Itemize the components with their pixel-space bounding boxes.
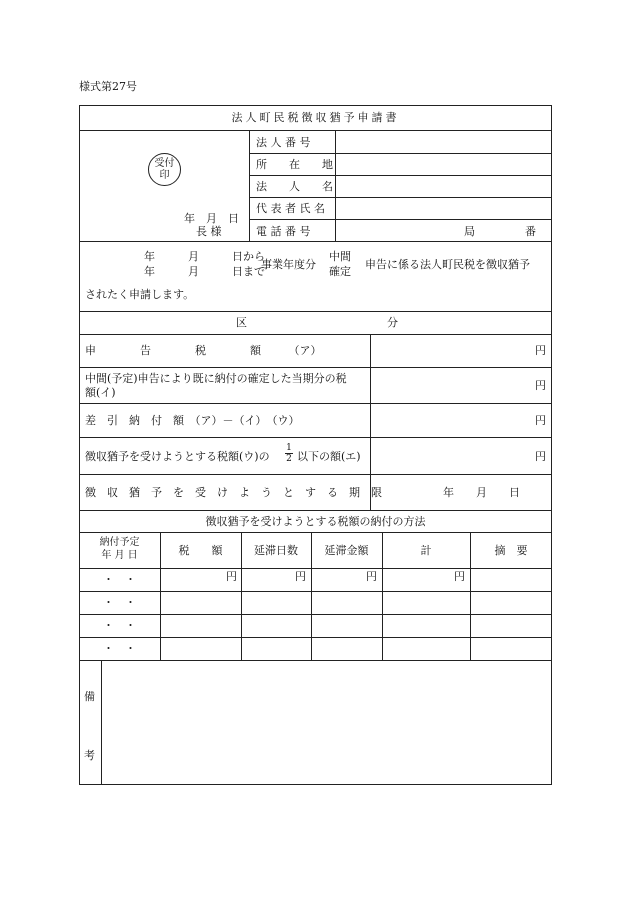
label-address: 所 在 地 [256, 158, 333, 171]
row-interim-1: 中間(予定)申告により既に納付の確定した当期分の税 [85, 372, 347, 385]
pay-row-1-yen-total: 円 [454, 570, 465, 583]
row-deferral-suffix: 以下の額(エ) [297, 450, 361, 463]
yen-diff: 円 [535, 414, 546, 427]
period-to: 年 月 日まで [144, 265, 265, 278]
form-title: 法人町民税徴収猶予申請書 [231, 111, 400, 124]
col-total: 計 [420, 544, 432, 557]
col-days: 延滞日数 [254, 544, 298, 557]
period-from: 年 月 日から [144, 250, 265, 263]
reception-stamp [148, 153, 181, 186]
fraction-numerator: 1 [286, 443, 292, 453]
rule-row-1 [79, 367, 552, 368]
pay-row-1-yen-tax: 円 [226, 570, 237, 583]
period-date: 年 月 日 [443, 486, 520, 499]
rule-request-end [79, 311, 552, 312]
pay-row-1-yen-days: 円 [295, 570, 306, 583]
stamp-label: 受付 [154, 158, 175, 169]
fraction-denominator: 2 [286, 454, 292, 464]
rule-v-amount [370, 334, 371, 510]
rule-row-4 [79, 474, 552, 475]
row-deferral-prefix: 徴収猶予を受けようとする税額(ウ)の [85, 450, 270, 463]
row-diff: 差 引 納 付 額 （ア）－（イ） （ウ） [85, 414, 300, 427]
col-amount: 延滞金額 [324, 544, 369, 557]
pay-row-2-date: ・ ・ [103, 596, 136, 609]
rule-pay-1 [79, 591, 552, 592]
stamp-seal: 印 [159, 170, 170, 181]
col-date-1: 納付予定 [99, 537, 140, 548]
date-line: 年 月 日 [184, 212, 239, 225]
col-remarks: 摘 要 [494, 544, 528, 557]
col-tax: 税 額 [178, 544, 223, 557]
rule-applicant-4 [249, 219, 552, 220]
rule-applicant-2 [249, 175, 552, 176]
label-corp-name: 法 人 名 [256, 180, 333, 193]
rule-v-remarks [101, 660, 102, 785]
yen-declared: 円 [535, 344, 546, 357]
request-text-2: されたく申請します。 [85, 288, 195, 301]
final-label: 確定 [329, 265, 351, 278]
section-ku: 区 [236, 316, 247, 329]
rule-pay-2 [79, 614, 552, 615]
rule-title [79, 130, 552, 131]
rule-row-3 [79, 437, 552, 438]
pay-row-3-date: ・ ・ [103, 619, 136, 632]
rule-row-5 [79, 510, 552, 511]
rule-pay-3 [79, 637, 552, 638]
rule-v-applicant-label [335, 130, 336, 241]
yen-deferral: 円 [535, 450, 546, 463]
remarks-char-1: 備 [84, 690, 95, 703]
rule-applicant-1 [249, 153, 552, 154]
remarks-char-2: 考 [84, 749, 95, 762]
section-bun: 分 [387, 316, 398, 329]
fiscal-year-label: 事業年度分 [261, 258, 316, 271]
interim-label: 中間 [329, 250, 351, 263]
col-date-2: 年 月 日 [101, 550, 138, 561]
addressee: 長 様 [196, 225, 222, 238]
row-declared-tax: 申 告 税 額 （ア） [85, 344, 322, 357]
phone-ban: 番 [525, 225, 536, 238]
payment-heading: 徴収猶予を受けようとする税額の納付の方法 [205, 515, 426, 528]
phone-bureau: 局 [464, 225, 475, 238]
row-period: 徴 収 猶 予 を 受 け よ う と す る 期 限 [85, 486, 382, 499]
request-text-1: 申告に係る法人町民税を徴収猶予 [365, 258, 530, 271]
rule-pay-4 [79, 660, 552, 661]
pay-row-1-yen-amount: 円 [366, 570, 377, 583]
pay-row-1-date: ・ ・ [103, 573, 136, 586]
yen-interim: 円 [535, 379, 546, 392]
rule-applicant-end [79, 241, 552, 242]
rule-v-applicant [249, 130, 250, 241]
label-phone: 電 話 番 号 [256, 225, 311, 238]
rule-applicant-3 [249, 197, 552, 198]
rule-row-2 [79, 403, 552, 404]
fraction-half [283, 443, 295, 464]
label-corp-number: 法 人 番 号 [256, 136, 311, 149]
row-interim-2: 額(イ) [85, 386, 116, 399]
rule-pay-head [79, 568, 552, 569]
label-rep-name: 代 表 者 氏 名 [256, 202, 325, 215]
rule-payment-heading [79, 532, 552, 533]
pay-row-4-date: ・ ・ [103, 642, 136, 655]
rule-section [79, 334, 552, 335]
form-number: 様式第27号 [79, 80, 137, 93]
